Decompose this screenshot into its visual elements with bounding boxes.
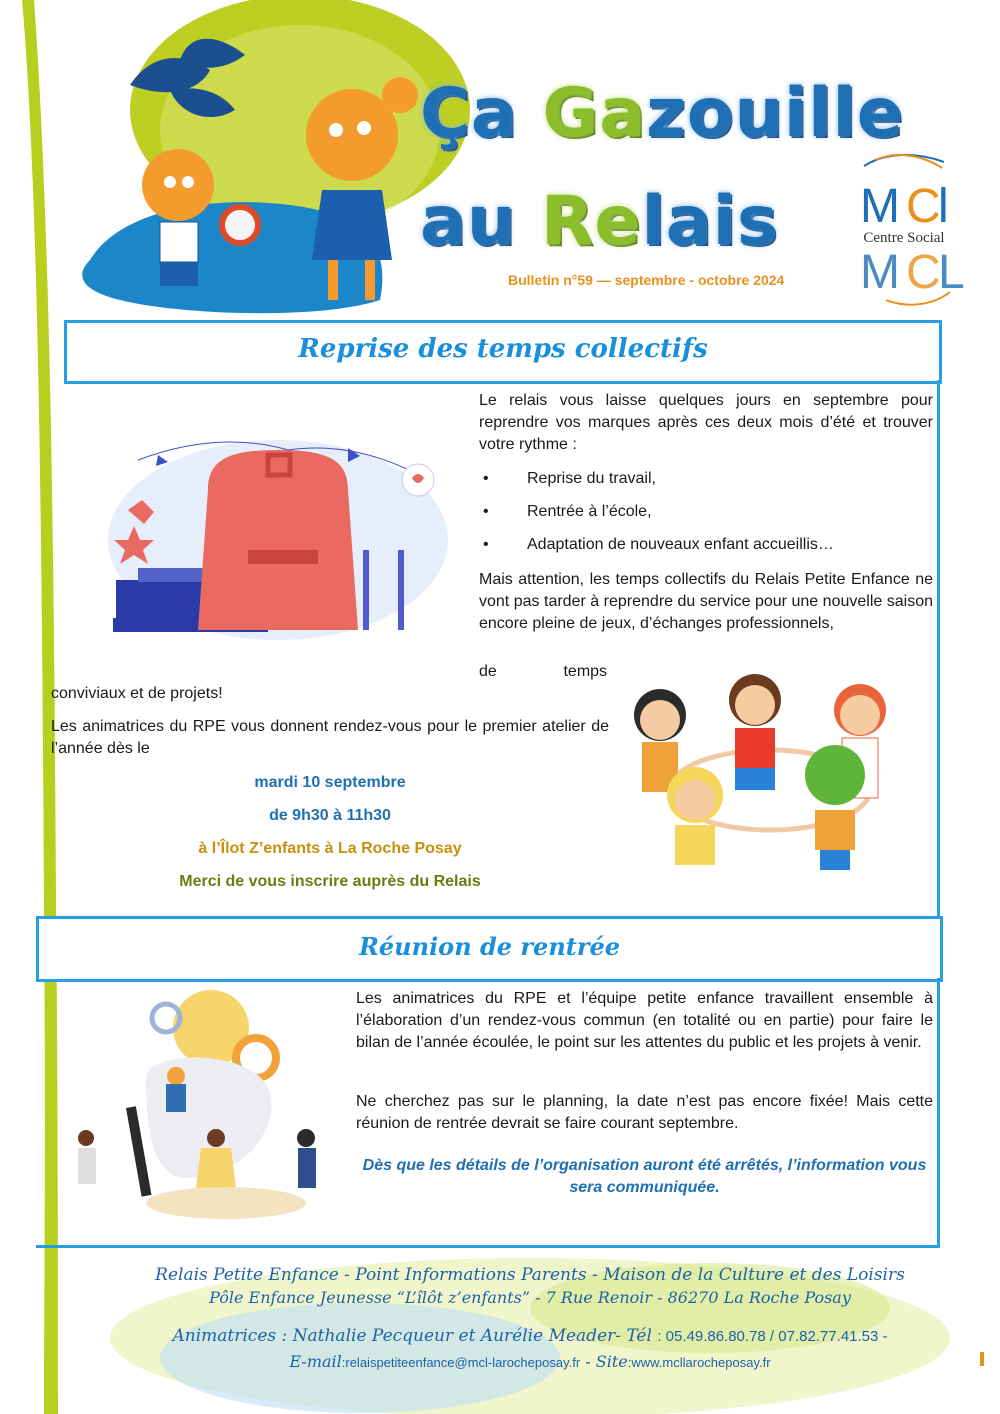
section2-paragraph3: Dès que les détails de l’organisation auront été arrêtés, l’information vous sera communiquée. (362, 1157, 927, 1196)
footer-contacts (60, 1326, 1000, 1346)
svg-text:C: C (906, 180, 941, 233)
logo-caption: Centre Social (863, 230, 945, 246)
section1-intro: Le relais vous laisse quelques jours en septembre pour reprendre vos marques après ces deux mois d’été et trouver votre rythme : (479, 392, 933, 453)
section1-paragraph2-end: conviviaux et de projets! (51, 685, 223, 702)
svg-text:C: C (906, 246, 941, 299)
ideas-teamwork-illustration (66, 988, 336, 1228)
kids-playing-illustration (60, 0, 420, 320)
svg-text:M: M (860, 180, 908, 233)
footer-email-label: E-mail (289, 1352, 342, 1371)
section1-title: Reprise des temps collectifs (298, 334, 708, 364)
workshop-date: mardi 10 septembre (254, 774, 406, 791)
section2-paragraph2: Ne cherchez pas sur le planning, la date n’est pas encore fixée! Mais cette réunion de rentrée devrait se faire courant septembre. (356, 1093, 933, 1132)
footer-site-label: - Site (585, 1352, 628, 1371)
newsletter-title-line2: au Relais (420, 182, 779, 261)
section2-paragraph1: Les animatrices du RPE et l’équipe petite enfance travaillent ensemble à l’élaboration d’un rendez-vous commun (en totalité ou en partie) pour faire le bilan de l’année écoulée, le point sur les attentes du public et les projets à venir. (356, 990, 933, 1051)
footer-names: : Nathalie Pecqueur et Aurélie Meader- Tél (276, 1326, 652, 1346)
list-item: • Reprise du travail, (479, 468, 933, 490)
footer-site-link[interactable]: :www.mcllarocheposay.fr (627, 1355, 771, 1370)
svg-text:L: L (938, 246, 965, 299)
section1-paragraph2-continued: de temps (479, 663, 608, 680)
footer-line2: Pôle Enfance Jeunesse “L’îlôt z’enfants” - 7 Rue Renoir - 86270 La Roche Posay (209, 1288, 851, 1307)
backpack-illustration (98, 400, 458, 650)
section1-bullet-list (479, 468, 933, 567)
bulletin-number: Bulletin n°59 — septembre - octobre 2024 (508, 272, 785, 288)
section2-title: Réunion de rentrée (358, 932, 621, 961)
footer-email-link[interactable]: :relaispetiteenfance@mcl-larocheposay.fr (341, 1355, 581, 1370)
list-item: • Adaptation de nouveaux enfant accueillis… (479, 534, 933, 556)
footer-line1: Relais Petite Enfance - Point Informations Parents - Maison de la Culture et des Loisirs (155, 1265, 905, 1285)
workshop-place: à l’Îlot Z’enfants à La Roche Posay (198, 840, 462, 857)
section1-paragraph3: Les animatrices du RPE vous donnent rendez-vous pour le premier atelier de l’année dès le (51, 718, 609, 757)
footer-animatrices-label: Animatrices (172, 1326, 277, 1346)
section1-paragraph2: Mais attention, les temps collectifs du Relais Petite Enfance ne vont pas tarder à reprendre du service pour une nouvelle saison encore pleine de jeux, d’échanges professionnels, (479, 571, 933, 632)
footer-web (60, 1352, 1000, 1371)
page-edge-mark (980, 1352, 984, 1366)
signup-note: Merci de vous inscrire auprès du Relais (179, 873, 481, 890)
children-circle-illustration (620, 660, 920, 900)
footer-phones: : 05.49.86.80.78 / 07.82.77.41.53 - (657, 1328, 888, 1345)
workshop-time: de 9h30 à 11h30 (269, 807, 391, 824)
newsletter-title-line1: Ça Gazouille (420, 74, 904, 153)
svg-text:l: l (938, 180, 949, 233)
svg-text:M: M (860, 246, 900, 299)
list-item: • Rentrée à l’école, (479, 501, 933, 523)
